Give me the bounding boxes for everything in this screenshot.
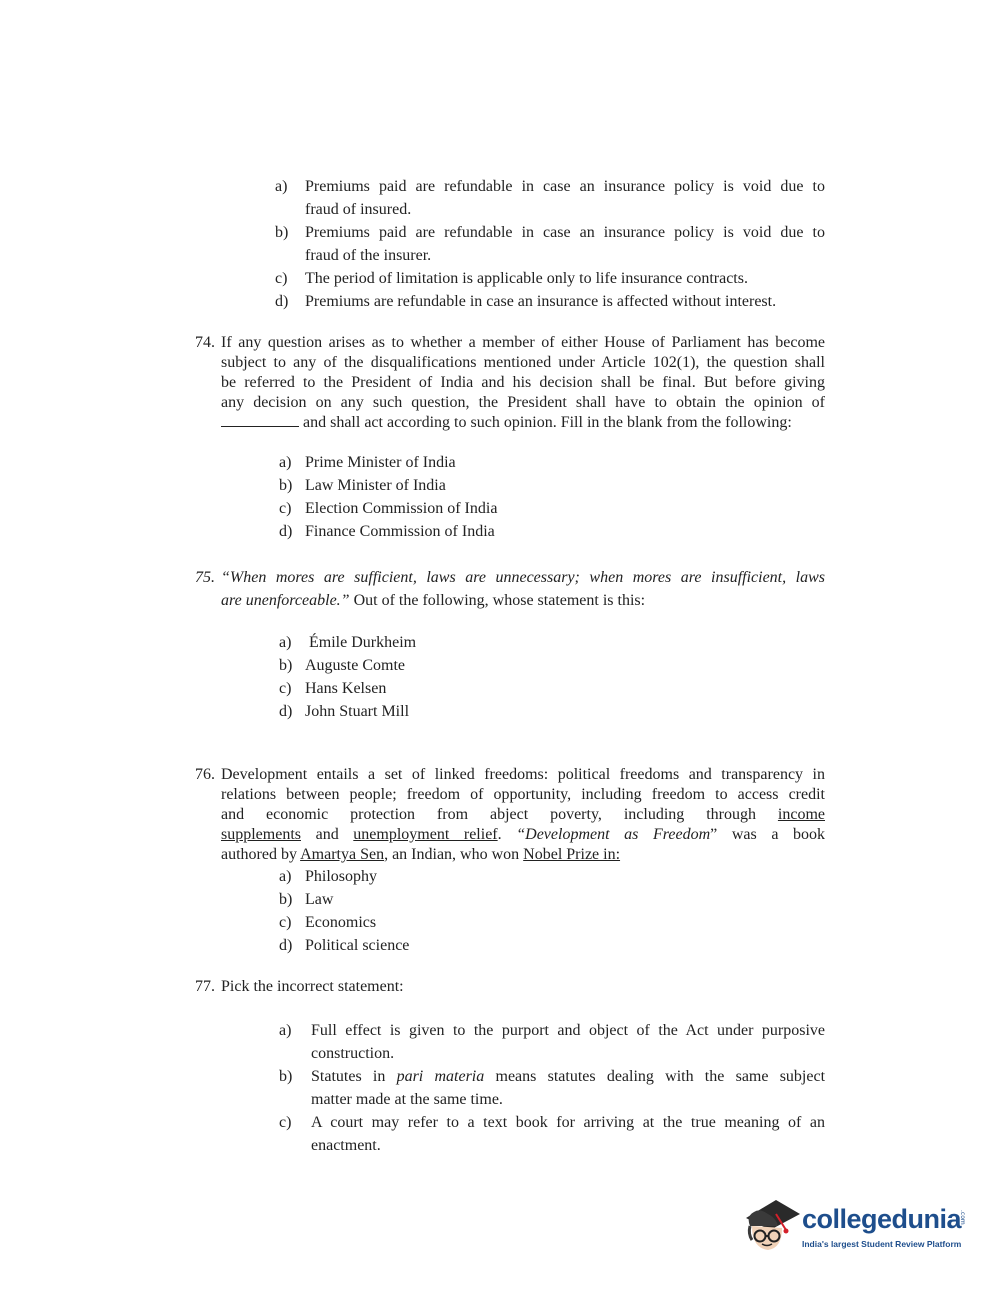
question-number: 76.	[195, 766, 215, 783]
question-text-line: be referred to the President of India and his decision shall be final. But before giving	[221, 374, 825, 391]
link-nobel-prize[interactable]: Nobel Prize in:	[523, 846, 621, 863]
option-text: Law	[305, 891, 334, 908]
question-text-fragment: authored by	[221, 846, 301, 863]
option-label: a)	[279, 868, 292, 885]
option-label: c)	[279, 1114, 292, 1131]
option-text-line2: construction.	[311, 1045, 395, 1062]
option-label: b)	[275, 224, 289, 241]
quote-line: “When mores are sufficient, laws are unnecessary; when mores are insufficient, laws	[221, 569, 825, 586]
quote-text: are unenforceable.”	[221, 592, 350, 609]
question-text-fragment: and	[301, 826, 354, 843]
option-text-fragment: Statutes in	[311, 1068, 397, 1085]
question-number: 74.	[195, 334, 215, 351]
logo-com-suffix: .com	[959, 1210, 966, 1225]
option-text: Election Commission of India	[305, 500, 498, 517]
q73-option-b	[275, 221, 825, 267]
question-text-line: any decision on any such question, the President shall have to obtain the opinion of	[221, 394, 825, 411]
option-text-line1	[311, 1065, 825, 1088]
question-text-line	[221, 413, 825, 433]
option-text: Economics	[305, 914, 377, 931]
book-title: “Development as Freedom	[516, 826, 711, 843]
option-label: a)	[275, 178, 288, 195]
question-text-line	[221, 805, 825, 825]
q73-option-a	[275, 175, 825, 221]
option-text-line1: Full effect is given to the purport and object of the Act under purposive	[311, 1022, 825, 1039]
option-text: Prime Minister of India	[305, 454, 456, 471]
question-text-fragment: ” was a book	[710, 826, 826, 843]
question-text-line	[221, 845, 825, 865]
option-text: The period of limitation is applicable only to life insurance contracts.	[305, 270, 748, 287]
option-text-line1: Premiums paid are refundable in case an insurance policy is void due to	[305, 178, 825, 195]
question-text-line	[221, 589, 825, 612]
option-label: c)	[279, 914, 292, 931]
option-label: c)	[279, 500, 292, 517]
logo-wordmark: collegedunia	[802, 1204, 962, 1234]
link-supplements[interactable]: supplements	[221, 826, 301, 843]
question-77	[195, 977, 825, 997]
fill-in-blank	[221, 413, 299, 427]
q77-option-b	[279, 1065, 825, 1111]
link-income[interactable]: income	[777, 806, 825, 823]
option-text-line2: matter made at the same time.	[311, 1091, 503, 1108]
option-text-line1: A court may refer to a text book for arriving at the true meaning of an	[311, 1114, 825, 1131]
option-label: d)	[279, 703, 293, 720]
question-76	[195, 765, 825, 865]
option-text: Hans Kelsen	[305, 680, 387, 697]
question-text-line: If any question arises as to whether a member of either House of Parliament has become	[221, 334, 825, 351]
question-75	[195, 566, 825, 612]
question-text-line: subject to any of the disqualifications mentioned under Article 102(1), the question shall	[221, 354, 825, 371]
option-text-line2: enactment.	[311, 1137, 381, 1154]
question-text-line: Pick the incorrect statement:	[221, 978, 404, 995]
link-amartya-sen[interactable]: Amartya Sen	[300, 846, 385, 863]
option-label: c)	[279, 680, 292, 697]
q77-option-c	[279, 1111, 825, 1157]
option-text-fragment: means statutes dealing with the same subject	[484, 1068, 826, 1085]
collegedunia-logo[interactable]	[742, 1196, 972, 1270]
question-text-fragment: .	[497, 826, 517, 843]
question-text-fragment: , an Indian, who won	[384, 846, 524, 863]
question-text-fragment: and shall act according to such opinion. Fill in the blank from the following:	[303, 414, 792, 431]
logo-tagline: India's largest Student Review Platform	[802, 1239, 962, 1249]
option-text: Premiums are refundable in case an insurance is affected without interest.	[305, 293, 777, 310]
option-label: d)	[275, 293, 289, 310]
italic-term: pari materia	[396, 1068, 485, 1085]
option-label: a)	[279, 1022, 292, 1039]
question-text-line: Development entails a set of linked freedoms: political freedoms and transparency in	[221, 766, 825, 783]
option-text: Political science	[305, 937, 410, 954]
option-text: Auguste Comte	[305, 657, 405, 674]
option-label: d)	[279, 523, 293, 540]
question-number: 75.	[195, 569, 215, 586]
link-unemployment-relief[interactable]: unemployment relief	[353, 826, 498, 843]
question-text-fragment: Out of the following, whose statement is this:	[349, 592, 646, 609]
option-label: b)	[279, 657, 293, 674]
option-text: Émile Durkheim	[309, 634, 417, 651]
option-text-line1: Premiums paid are refundable in case an insurance policy is void due to	[305, 224, 825, 241]
option-text: Law Minister of India	[305, 477, 446, 494]
option-text: Finance Commission of India	[305, 523, 495, 540]
option-text: John Stuart Mill	[305, 703, 410, 720]
option-text-line2: fraud of the insurer.	[305, 247, 432, 264]
option-label: b)	[279, 477, 293, 494]
option-label: d)	[279, 937, 293, 954]
mascot-icon	[742, 1196, 802, 1270]
q77-option-a	[279, 1019, 825, 1065]
option-label: c)	[275, 270, 288, 287]
question-74	[195, 333, 825, 433]
option-label: b)	[279, 891, 293, 908]
option-label: b)	[279, 1068, 293, 1085]
option-label: a)	[279, 634, 292, 651]
question-text-fragment: and economic protection from abject poverty, including through	[221, 806, 778, 823]
option-label: a)	[279, 454, 292, 471]
option-text-line2: fraud of insured.	[305, 201, 412, 218]
question-text-line: relations between people; freedom of opportunity, including freedom to access credit	[221, 786, 825, 803]
question-text-line	[221, 825, 825, 845]
option-text: Philosophy	[305, 868, 378, 885]
question-number: 77.	[195, 978, 215, 995]
